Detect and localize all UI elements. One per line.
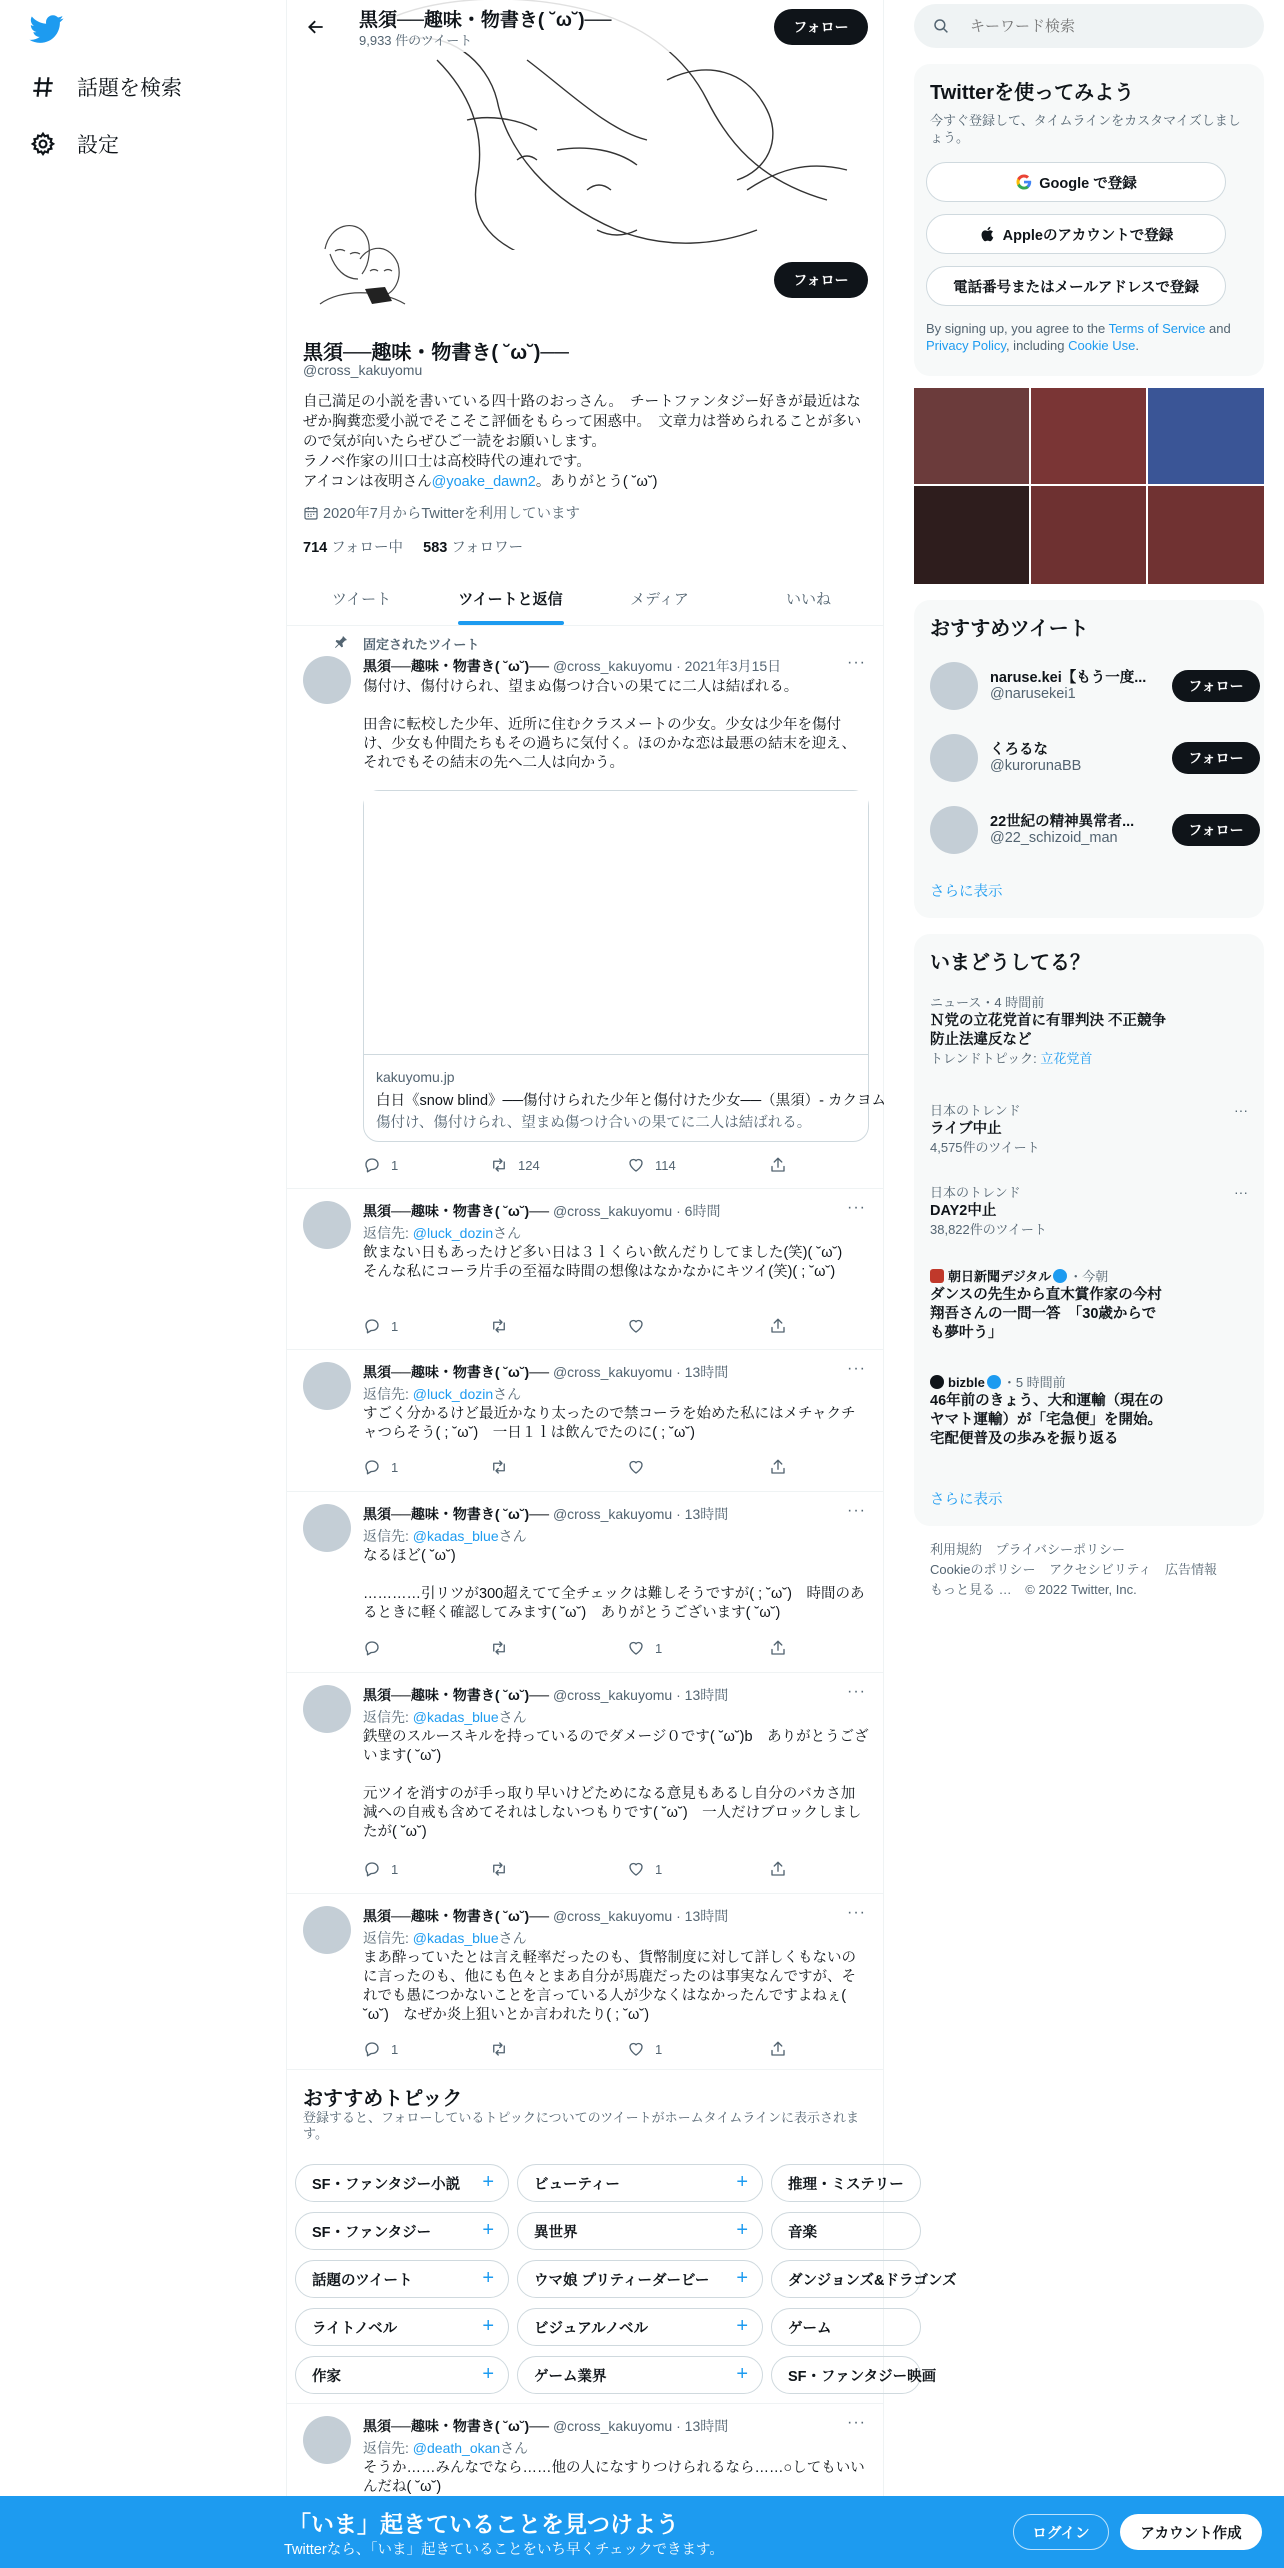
suggested-user[interactable] [930,730,1248,786]
who-to-follow-panel [914,600,1264,918]
bio-line: ラノベ作家の川口士は高校時代の連れです。 [303,454,591,470]
show-more-link[interactable]: さらに表示 [930,1492,1003,1508]
nav-settings[interactable] [30,124,119,164]
link-card-description: 傷付け、傷付けられ、望まぬ傷つけ合いの果てに二人は結ばれる。 [376,1115,812,1131]
following-link[interactable]: 714 フォロー中 [303,540,404,556]
topic-pill[interactable]: ビューティー + [517,2164,763,2202]
heart-icon [627,1317,645,1335]
reply-to-link[interactable]: @kadas_blue [412,1528,499,1544]
share-button[interactable] [769,1860,797,1878]
tweet-header: 黒須──趣味・物書き( ˘ω˘)── @cross_kakuyomu · 2021年3月15日 [363,658,782,674]
media-thumbnail[interactable] [1031,486,1146,584]
signup-button[interactable]: アカウント作成 [1120,2514,1262,2550]
heart-icon [627,1458,645,1476]
topics-subtitle: 登録すると、フォローしているトピックについてのツイートがホームタイムラインに表示されます。 [303,2110,860,2141]
tweet-time[interactable]: 13時間 [684,1506,729,1522]
calendar-icon [303,505,319,521]
follow-button[interactable]: フォロー [1172,670,1260,702]
media-thumbnail[interactable] [914,486,1029,584]
suggested-user-name: naruse.kei【もう一度... [990,670,1147,686]
follow-button[interactable]: フォロー [1172,742,1260,774]
more-options-icon[interactable]: ··· [847,1502,866,1519]
tab-likes[interactable]: いいね [785,591,831,608]
suggested-user-handle: @narusekei1 [990,686,1076,702]
suggested-user[interactable] [930,802,1248,858]
heart-icon [627,1156,645,1174]
trend-meta: 日本のトレンド [930,1103,1021,1118]
verified-icon [1053,1269,1067,1283]
left-navigation [0,0,286,2568]
apple-signup-button[interactable]: Appleのアカウントで登録 [926,214,1226,254]
tweet-author-name[interactable]: 黒須──趣味・物書き( ˘ω˘)── [363,1506,550,1522]
tweet-header: 黒須──趣味・物書き( ˘ω˘)── @cross_kakuyomu · 13時間 [363,1506,729,1522]
tweet-header: 黒須──趣味・物書き( ˘ω˘)── @cross_kakuyomu · 13時間 [363,2418,729,2434]
tweet-author-name[interactable]: 黒須──趣味・物書き( ˘ω˘)── [363,658,550,674]
avatar[interactable] [303,656,351,704]
trends-title: いまどうしてる？ [930,952,1090,974]
tweet-text: 傷付け、傷付けられ、望まぬ傷つけ合いの果てに二人は結ばれる。 田舎に転校した少年、近所に住むクラスメートの少女。少女は少年を傷付け、少女も仲間たちもその過ちに気付く。ほのかな恋は最悪の結末を迎え、それでもその結末の先へ二人は向かう。 [363,679,856,771]
topic-pill[interactable]: SF・ファンタジー映画 [771,2356,921,2394]
reply-icon [363,1317,381,1335]
plus-icon[interactable]: + [736,2171,748,2193]
bio-line: 自己満足の小説を書いている四十路のおっさん。 チートファンタジー好きが最近はなぜか胸糞恋愛小説でそこそこ評価をもらって困惑中。 文章力は誉められることが多いので気が向いたらぜひご一読をお願いします。 [303,394,862,450]
tweet-author-handle: @cross_kakuyomu [552,1506,673,1522]
tweet-text: 鉄壁のスルースキルを持っているのでダメージ０です( ˘ω˘)b ありがとうございます( ˘ω˘) 元ツイを消すのが手っ取り早いけどためになる意見もあるし自分のバカさ加減への自戒も含めてそれはしないつもりです( ˘ω˘) 一人だけブロックしましたが( ˘ω˘) [363,1729,869,1840]
plus-icon[interactable]: + [482,2219,494,2241]
news-item[interactable] [930,1374,1248,1449]
recommended-topics [287,2070,957,2404]
reply-to-link[interactable]: @luck_dozin [412,1225,494,1241]
follow-button[interactable]: フォロー [1172,814,1260,846]
trend-meta: 日本のトレンド [930,1185,1021,1200]
followers-link[interactable]: 583 フォロワー [423,540,524,556]
reply-button[interactable]: 1 [363,1317,398,1335]
avatar[interactable] [930,662,978,710]
retweet-button[interactable] [490,1639,518,1657]
trend-extra: 4,575件のツイート [930,1140,1040,1155]
tab-tweets-replies[interactable]: ツイートと返信 [436,572,585,625]
cookie-link[interactable]: Cookie Use [1068,338,1136,353]
share-icon [769,2040,787,2058]
phone-email-signup-button[interactable]: 電話番号またはメールアドレスで登録 [926,266,1226,306]
tweet-author-name[interactable]: 黒須──趣味・物書き( ˘ω˘)── [363,1687,550,1703]
tweet-author-handle: @cross_kakuyomu [552,1364,673,1380]
like-button[interactable]: 114 [627,1156,676,1174]
footer-link[interactable]: アクセシビリティ [1049,1562,1152,1577]
retweet-icon [490,1639,508,1657]
news-title: ダンスの先生から直木賞作家の今村翔吾さんの一問一答 「30歳からでも夢叶う」 [930,1287,1162,1341]
share-button[interactable] [769,1317,797,1335]
reply-to: 返信先: @kadas_blueさん [363,1528,527,1544]
reply-button[interactable]: 1 [363,1860,398,1878]
share-icon [769,1860,787,1878]
reply-to: 返信先: @kadas_blueさん [363,1930,527,1946]
tweet-time[interactable]: 13時間 [684,1908,729,1924]
topic-pill[interactable]: ビジュアルノベル + [517,2308,763,2346]
more-options-icon[interactable]: ··· [1234,1184,1248,1200]
more-options-icon[interactable]: ··· [847,654,866,671]
like-button[interactable] [627,1458,655,1476]
tab-media[interactable]: メディア [630,591,689,608]
gear-icon [30,131,56,157]
profile-handle: @cross_kakuyomu [303,362,423,378]
pinned-label: 固定されたツイート [363,637,480,652]
retweet-button[interactable] [490,1458,518,1476]
topic-pill[interactable]: ダンジョンズ&ドラゴンズ [771,2260,921,2298]
bio-icon-prefix: アイコンは夜明さん [303,474,432,490]
avatar[interactable] [303,1906,351,1954]
twitter-logo-icon[interactable] [30,12,64,46]
tweet-actions [363,1156,783,1176]
tweet-author-name[interactable]: 黒須──趣味・物書き( ˘ω˘)── [363,2418,550,2434]
signup-subtitle: 今すぐ登録して、タイムラインをカスタマイズしましょう。 [930,113,1241,145]
footer-more-link[interactable]: もっと見る … [930,1582,1012,1597]
nav-explore-label: 話題を検索 [77,77,182,100]
trend-item[interactable] [930,994,1248,1068]
media-thumbnail[interactable] [1031,388,1146,484]
retweet-button[interactable] [490,1317,518,1335]
who-to-follow-title: おすすめツイート [930,618,1089,640]
retweet-icon [490,1458,508,1476]
bottom-signup-banner [0,2496,1284,2568]
topic-pill[interactable]: 音楽 [771,2212,921,2250]
tweet-time[interactable]: 6時間 [684,1203,721,1219]
footer-link[interactable]: 利用規約 [930,1542,983,1557]
privacy-link[interactable]: Privacy Policy [926,338,1006,353]
link-card[interactable] [363,790,886,1142]
topic-pill[interactable]: ウマ娘 プリティーダービー + [517,2260,763,2298]
reply-icon [363,2040,381,2058]
pin-icon [333,634,349,650]
search-input[interactable] [970,18,1230,35]
retweet-button[interactable]: 124 [490,1156,540,1174]
tweet-header: 黒須──趣味・物書き( ˘ω˘)── @cross_kakuyomu · 6時間 [363,1203,721,1219]
search-icon [932,17,950,35]
topic-pill[interactable]: ゲーム業界 + [517,2356,763,2394]
retweet-button[interactable] [490,2040,518,2058]
reply-button[interactable]: 1 [363,2040,398,2058]
tweet-actions [363,1317,783,1337]
show-more-link[interactable]: さらに表示 [930,884,1003,900]
profile-follow-button[interactable]: フォロー [774,262,868,298]
plus-icon[interactable]: + [736,2267,748,2289]
back-button[interactable] [299,10,333,44]
tweet-header: 黒須──趣味・物書き( ˘ω˘)── @cross_kakuyomu · 13時間 [363,1908,729,1924]
more-options-icon[interactable]: ··· [847,1683,866,1700]
share-button[interactable] [769,2040,797,2058]
reply-to: 返信先: @luck_dozinさん [363,1386,522,1402]
pinned-tweet[interactable] [287,626,886,1189]
tweet-author-name[interactable]: 黒須──趣味・物書き( ˘ω˘)── [363,1908,550,1924]
header-profile-name: 黒須──趣味・物書き( ˘ω˘)── [359,10,612,31]
retweet-icon [490,1156,508,1174]
profile-follow-stats [303,536,523,557]
trend-topic-link[interactable]: 立花党首 [1040,1051,1093,1066]
tweet-text: すごく分かるけど最近かなり太ったので禁コーラを始めた私にはメチャクチャつらそう( ; ˘ω˘) 一日１ｌは飲んでたのに( ; ˘ω˘) [363,1406,856,1441]
plus-icon[interactable]: + [482,2363,494,2385]
tweet-text: そうか……みんなでなら……他の人になすりつけられるなら……○してもいいんだね( ˘ω˘) [363,2460,865,2495]
link-card-image [364,791,868,1055]
tweet-author-handle: @cross_kakuyomu [552,1908,673,1924]
topic-pill[interactable]: 異世界 + [517,2212,763,2250]
tweet-author-handle: @cross_kakuyomu [552,2418,673,2434]
tweet-author-handle: @cross_kakuyomu [552,1687,673,1703]
link-card-title: 白日《snow blind》──傷付けられた少年と傷付けた少女──（黒須）‐ カクヨム [376,1093,886,1109]
bio-icon-suffix: 。ありがとう( ˘ω˘) [535,474,658,490]
share-button[interactable] [769,1458,797,1476]
tweet-time[interactable]: 13時間 [684,1364,729,1380]
share-button[interactable] [769,1639,797,1657]
topics-title: おすすめトピック [303,2088,463,2110]
plus-icon[interactable]: + [736,2315,748,2337]
reply-button[interactable] [363,1639,391,1657]
reply-icon [363,1639,381,1657]
retweet-button[interactable] [490,1860,518,1878]
media-thumbnail[interactable] [914,388,1029,484]
topic-pill[interactable]: SF・ファンタジー + [295,2212,509,2250]
tweet[interactable] [287,1350,883,1492]
bio-mention-link[interactable]: @yoake_dawn2 [431,474,536,490]
suggested-user[interactable] [930,658,1248,714]
plus-icon[interactable]: + [736,2363,748,2385]
heart-icon [627,1860,645,1878]
news-source: bizble ・5 時間前 [930,1374,1248,1392]
nav-settings-label: 設定 [77,134,119,157]
suggested-user-handle: @kurorunaBB [990,758,1082,774]
signup-title: Twitterを使ってみよう [930,82,1135,104]
topic-pill[interactable]: ゲーム [771,2308,921,2346]
tweet[interactable] [287,1492,883,1673]
tweet-text: なるほど( ˘ω˘) …………引リツが300超えてて全チェックは難しそうですが( ; ˘ω˘) 時間のあるときに軽く確認してみます( ˘ω˘) ありがとうございます( ˘ω˘) [363,1548,865,1621]
trend-title: DAY2中止 [930,1203,997,1219]
tweet-time[interactable]: 13時間 [684,2418,729,2434]
source-logo-icon [930,1375,944,1389]
profile-name: 黒須──趣味・物書き( ˘ω˘)── [303,342,569,364]
signup-panel [914,64,1264,376]
more-options-icon[interactable]: ··· [847,1904,866,1921]
topic-pill[interactable]: 作家 + [295,2356,509,2394]
reply-button[interactable]: 1 [363,1458,398,1476]
trend-extra: トレンドトピック: 立花党首 [930,1051,1093,1066]
avatar[interactable] [930,734,978,782]
apple-icon [979,225,997,243]
verified-icon [987,1375,1001,1389]
tweet-author-name[interactable]: 黒須──趣味・物書き( ˘ω˘)── [363,1203,550,1219]
footer-link[interactable]: Cookieのポリシー [930,1562,1036,1577]
trends-panel [914,934,1264,1526]
tweet[interactable] [287,1189,883,1350]
login-button[interactable]: ログイン [1013,2514,1109,2550]
news-title: 46年前のきょう、大和運輸（現在のヤマト運輸）が「宅急便」を開始。宅配便普及の歩みを振り返る [930,1393,1164,1447]
share-icon [769,1639,787,1657]
trend-title: Ｎ党の立花党首に有罪判決 不正競争防止法違反など [930,1013,1167,1048]
avatar[interactable] [303,1201,351,1249]
tweet-time[interactable]: 13時間 [684,1687,729,1703]
profile-header-bar [287,0,883,52]
retweet-icon [490,1317,508,1335]
share-icon [769,1317,787,1335]
tweet-actions [363,1639,783,1659]
reply-to-link[interactable]: @death_okan [412,2440,501,2456]
more-options-icon[interactable]: ··· [847,1199,866,1216]
terms-link[interactable]: Terms of Service [1108,321,1206,336]
signup-legal: By signing up, you agree to the Terms of Service and Privacy Policy, including Cookie Use. [926,321,1231,353]
topic-pill[interactable]: SF・ファンタジー小説 + [295,2164,509,2202]
profile-bio [303,392,869,492]
header-tweet-count: 9,933 件のツイート [359,33,473,48]
footer-link[interactable]: プライバシーポリシー [995,1542,1125,1557]
more-options-icon[interactable]: ··· [1234,1102,1248,1118]
retweet-icon [490,2040,508,2058]
retweet-icon [490,1860,508,1878]
tweet-text: まあ酔っていたとは言え軽率だったのも、貨幣制度に対して詳しくもないのに言ったのも、他にも色々とまあ自分が馬鹿だったのは事実なんですが、それでも愚につかないことを言っている人が少なくはなかったんですよねぇ( ˘ω˘) なぜか炎上狙いとか言われたり( ; ˘ω˘) [363,1950,856,2023]
share-icon [769,1156,787,1174]
avatar-illustration [310,209,410,309]
profile-avatar[interactable] [307,206,413,312]
trend-meta: ニュース・4 時間前 [930,995,1045,1010]
trend-item[interactable] [930,1184,1248,1239]
topic-pill[interactable]: 推理・ミステリー [771,2164,921,2202]
plus-icon[interactable]: + [736,2219,748,2241]
link-card-domain: kakuyomu.jp [376,1069,455,1085]
more-options-icon[interactable]: ··· [847,2414,866,2431]
tweet-actions [363,1860,783,1880]
share-button[interactable] [769,1156,797,1174]
search-box[interactable] [914,4,1264,48]
tweet-author-name[interactable]: 黒須──趣味・物書き( ˘ω˘)── [363,1364,550,1380]
trend-item[interactable] [930,1102,1248,1157]
avatar[interactable] [303,2416,351,2464]
tweet[interactable] [287,2404,883,2504]
suggested-user-name: くろるな [990,742,1048,758]
suggested-user-handle: @22_schizoid_man [990,830,1118,846]
source-logo-icon [930,1269,944,1283]
reply-icon [363,1458,381,1476]
trend-extra: 38,822件のツイート [930,1222,1047,1237]
trend-title: ライブ中止 [930,1121,1002,1137]
tweet[interactable] [287,1894,883,2070]
reply-button[interactable]: 1 [363,1156,398,1174]
news-item[interactable] [930,1268,1248,1343]
reply-to: 返信先: @death_okanさん [363,2440,529,2456]
tweet-author-handle: @cross_kakuyomu [552,658,673,674]
joined-text: 2020年7月からTwitterを利用しています [323,506,581,522]
suggested-user-name: 22世紀の精神異常者... [990,814,1135,830]
tweet-date[interactable]: 2021年3月15日 [684,658,782,674]
header-follow-button[interactable]: フォロー [774,9,868,45]
bio-line [303,472,869,492]
tweet-header: 黒須──趣味・物書き( ˘ω˘)── @cross_kakuyomu · 13時間 [363,1364,729,1380]
tweet-header: 黒須──趣味・物書き( ˘ω˘)── @cross_kakuyomu · 13時間 [363,1687,729,1703]
avatar[interactable] [303,1504,351,1552]
media-thumbnail[interactable] [1148,388,1264,484]
media-grid [914,388,1264,584]
tab-tweets[interactable]: ツイート [331,591,392,608]
arrow-left-icon [306,17,326,37]
topic-pill[interactable]: ライトノベル + [295,2308,509,2346]
reply-to: 返信先: @kadas_blueさん [363,1709,527,1725]
heart-icon [627,1639,645,1657]
like-button[interactable] [627,1317,655,1335]
reply-to: 返信先: @luck_dozinさん [363,1225,522,1241]
tweet-actions [363,2040,783,2060]
banner-title: 「いま」起きていることを見つけよう [288,2511,679,2537]
tweet-actions [363,1458,783,1478]
avatar[interactable] [930,806,978,854]
reply-icon [363,1860,381,1878]
news-source: 朝日新聞デジタル ・今朝 [930,1268,1248,1286]
footer-links [930,1540,1250,1600]
tweet[interactable] [287,1673,883,1894]
reply-to-link[interactable]: @kadas_blue [412,1709,499,1725]
topic-pill[interactable]: 話題のツイート + [295,2260,509,2298]
tweet-text: 飲まない日もあったけど多い日は３ｌくらい飲んだりしてました(笑)( ˘ω˘) そんな私にコーラ片手の至福な時間の想像はなかなかにキツイ(笑)( ; ˘ω˘) [363,1245,857,1280]
footer-link[interactable]: 広告情報 [1165,1562,1218,1577]
nav-explore[interactable] [30,67,182,107]
media-thumbnail[interactable] [1148,486,1264,584]
google-icon [1015,173,1033,191]
reply-to-link[interactable]: @luck_dozin [412,1386,494,1402]
plus-icon[interactable]: + [482,2171,494,2193]
tweet-author-handle: @cross_kakuyomu [552,1203,673,1219]
like-button[interactable]: 1 [627,1639,662,1657]
like-button[interactable]: 1 [627,1860,662,1878]
share-icon [769,1458,787,1476]
copyright: © 2022 Twitter, Inc. [1025,1582,1137,1597]
reply-icon [363,1156,381,1174]
hashtag-icon [30,74,56,100]
google-signup-button[interactable]: Google で登録 [926,162,1226,202]
reply-to-link[interactable]: @kadas_blue [412,1930,499,1946]
profile-joined [303,502,580,523]
more-options-icon[interactable]: ··· [847,1360,866,1377]
avatar[interactable] [303,1362,351,1410]
plus-icon[interactable]: + [482,2267,494,2289]
heart-icon [627,2040,645,2058]
banner-subtitle: Twitterなら、「いま」起きていることをいち早くチェックできます。 [284,2542,724,2558]
avatar[interactable] [303,1685,351,1733]
plus-icon[interactable]: + [482,2315,494,2337]
like-button[interactable]: 1 [627,2040,662,2058]
profile-tabs [287,572,883,626]
